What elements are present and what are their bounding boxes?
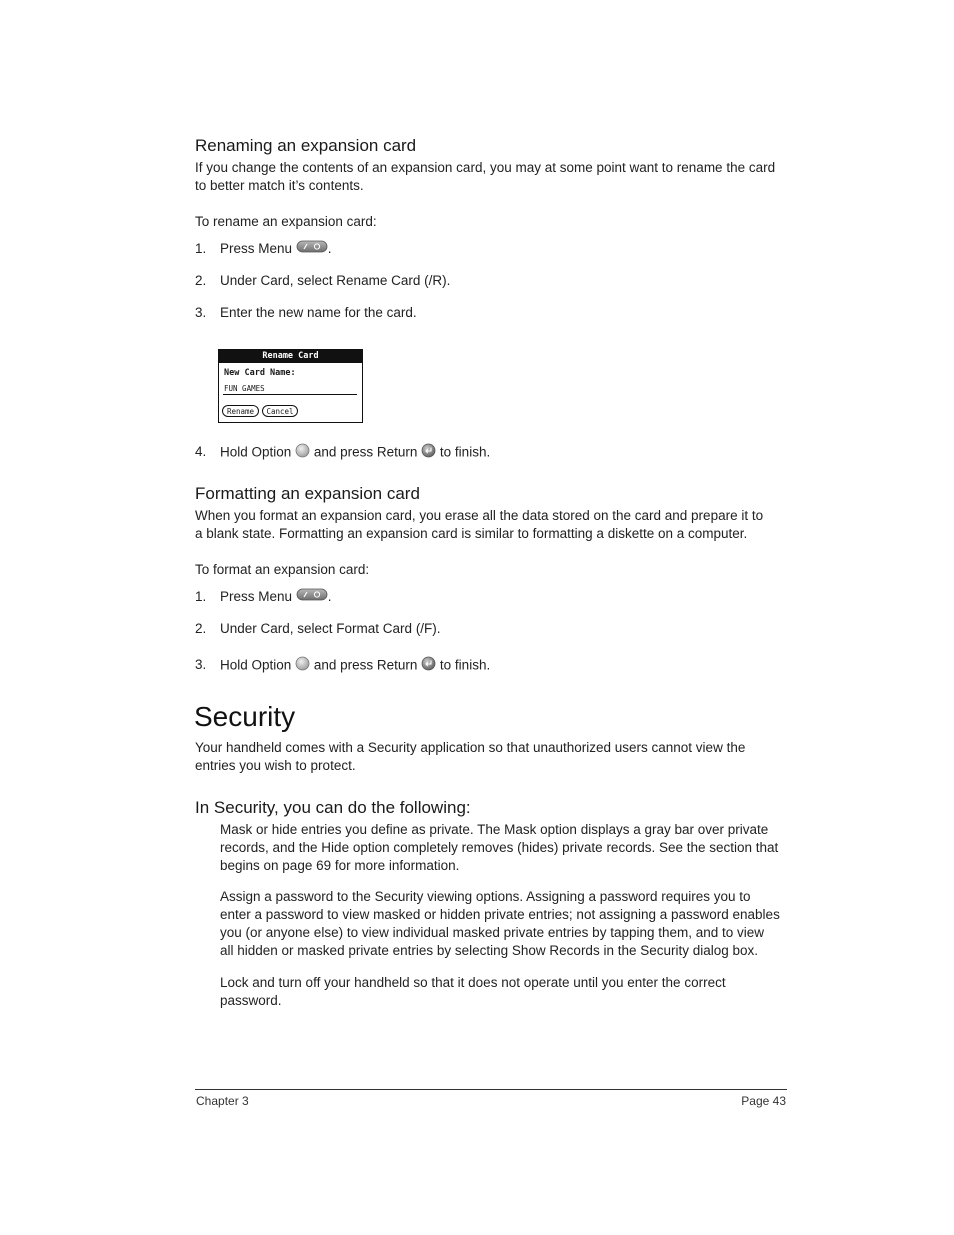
step-text: Under Card, select Format Card (/F). — [220, 621, 441, 636]
dialog-title: Rename Card — [219, 350, 362, 363]
step-text — [220, 588, 332, 606]
security-intro-line: entries you wish to protect. — [195, 758, 356, 773]
return-key-icon — [421, 443, 436, 463]
renaming-intro-line: to better match it’s contents. — [195, 178, 364, 193]
step-text: Under Card, select Rename Card (/R). — [220, 273, 451, 288]
menu-button-icon — [296, 240, 328, 258]
step-number: 3. — [195, 305, 207, 320]
formatting-intro — [195, 507, 795, 543]
rename-procedure-title: To rename an expansion card: — [195, 214, 377, 229]
step-text-before: Hold Option — [220, 444, 292, 460]
renaming-heading: Renaming an expansion card — [195, 136, 417, 155]
step-text-before: Press Menu — [220, 241, 293, 256]
security-item-line: enter a password to view masked or hidden private entries; not assigning a password enables — [220, 907, 780, 922]
step-text-after: . — [327, 589, 332, 604]
format-step-2 — [195, 620, 595, 638]
dialog-field-label: New Card Name: — [224, 368, 296, 378]
step-number: 4. — [195, 444, 207, 459]
step-text-middle: and press Return — [313, 657, 418, 673]
option-key-icon — [295, 443, 310, 463]
security-intro-line: Your handheld comes with a Security application so that unauthorized users cannot view the — [195, 740, 746, 755]
step-text-middle: and press Return — [313, 444, 418, 460]
step-text-before: Hold Option — [220, 657, 292, 673]
menu-button-icon — [296, 588, 328, 606]
rename-card-dialog — [218, 349, 363, 423]
step-number: 1. — [195, 241, 207, 256]
step-text — [220, 240, 332, 258]
security-title: Security — [194, 701, 296, 732]
security-item-line: all hidden or masked private entries by selecting Show Records in the Security dialog box. — [220, 943, 759, 958]
format-step-3 — [195, 656, 595, 674]
field-underline — [223, 394, 357, 395]
footer-divider — [195, 1089, 787, 1090]
renaming-intro-line: If you change the contents of an expansion card, you may at some point want to rename the card — [195, 160, 776, 175]
rename-step-2 — [195, 272, 595, 290]
footer-page-number: Page 43 — [741, 1094, 786, 1108]
security-item-line: begins on page 69 for more information. — [220, 858, 460, 873]
card-name-field[interactable]: FUN GAMES — [224, 384, 265, 393]
security-intro — [195, 739, 795, 775]
rename-step-3 — [195, 304, 595, 322]
security-item-line: Mask or hide entries you define as private. The Mask option displays a gray bar over private — [220, 822, 769, 837]
step-number: 3. — [195, 657, 207, 672]
step-number: 2. — [195, 621, 207, 636]
rename-step-4 — [195, 443, 595, 461]
security-item-line: password. — [220, 993, 282, 1008]
security-item-2 — [220, 888, 790, 960]
security-subheading: In Security, you can do the following: — [195, 798, 471, 817]
security-item-line: Lock and turn off your handheld so that it does not operate until you enter the correct — [220, 975, 726, 990]
security-item-line: Assign a password to the Security viewing options. Assigning a password requires you to — [220, 889, 751, 904]
rename-button[interactable]: Rename — [222, 405, 259, 417]
step-number: 2. — [195, 273, 207, 288]
step-text-after: to finish. — [439, 444, 491, 460]
format-step-1 — [195, 588, 595, 606]
security-item-line: records, and the Hide option completely removes (hides) private records. See the section that — [220, 840, 779, 855]
formatting-intro-line: When you format an expansion card, you erase all the data stored on the card and prepare it to — [195, 508, 764, 523]
step-text-before: Press Menu — [220, 589, 293, 604]
step-text — [220, 443, 490, 463]
security-item-1 — [220, 821, 790, 875]
formatting-intro-line: a blank state. Formatting an expansion card is similar to formatting a diskette on a computer. — [195, 526, 748, 541]
return-key-icon — [421, 656, 436, 676]
formatting-heading: Formatting an expansion card — [195, 484, 420, 503]
footer-chapter: Chapter 3 — [196, 1094, 249, 1108]
option-key-icon — [295, 656, 310, 676]
format-procedure-title: To format an expansion card: — [195, 562, 370, 577]
step-text-after: . — [327, 241, 332, 256]
security-item-3 — [220, 974, 790, 1010]
security-item-line: you (or anyone else) to view individual masked private entries by tapping them, and to view — [220, 925, 765, 940]
rename-step-1 — [195, 240, 595, 258]
step-number: 1. — [195, 589, 207, 604]
renaming-intro — [195, 159, 795, 195]
step-text — [220, 656, 490, 676]
cancel-button[interactable]: Cancel — [262, 405, 298, 417]
step-text: Enter the new name for the card. — [220, 305, 417, 320]
step-text-after: to finish. — [439, 657, 491, 673]
